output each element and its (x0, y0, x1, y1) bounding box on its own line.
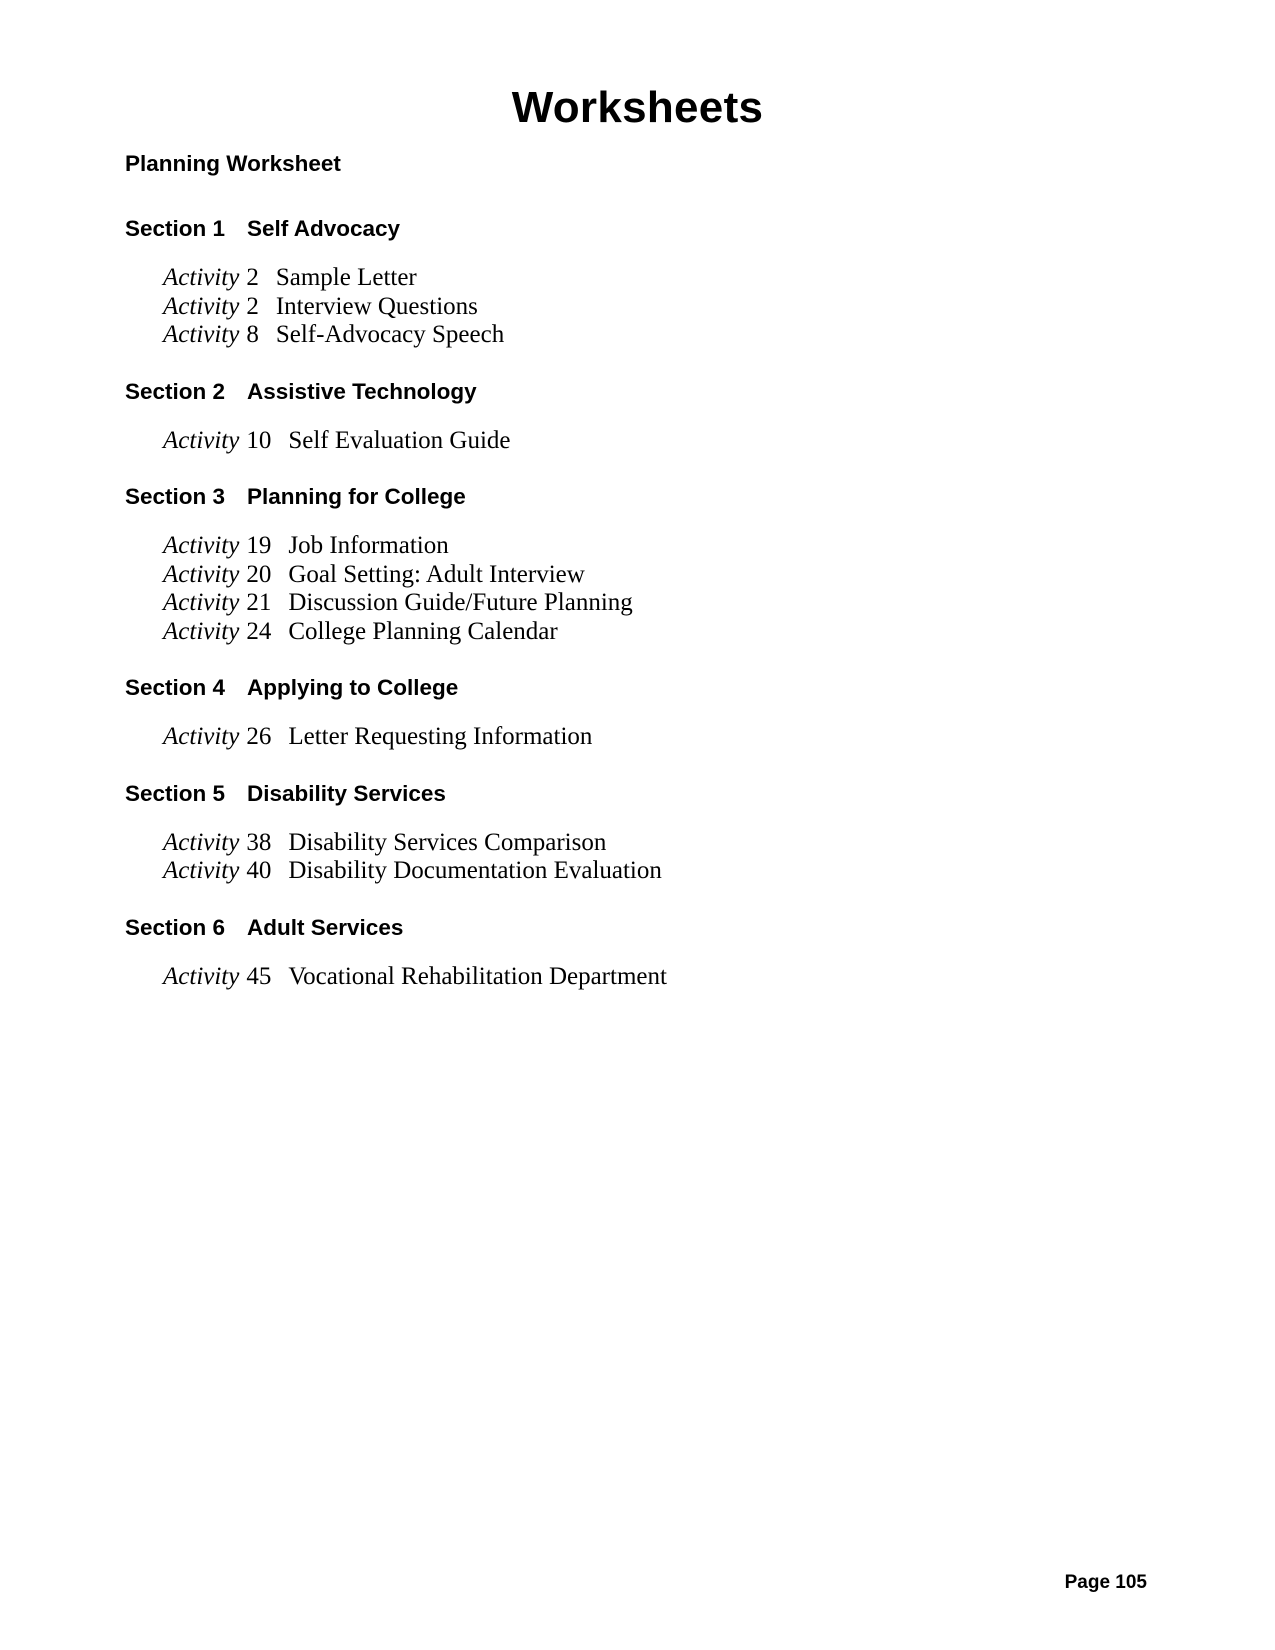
section-name: Adult Services (247, 914, 404, 940)
section-heading (125, 378, 1145, 405)
activity-title: Job Information (288, 532, 449, 559)
activity-title: Interview Questions (275, 292, 478, 320)
section-name: Self Advocacy (247, 216, 401, 241)
section-block (125, 378, 1145, 456)
activity-entry (163, 829, 1145, 858)
section-heading (125, 215, 1145, 242)
activity-number: 10 (246, 426, 272, 454)
activity-list (125, 723, 1145, 752)
activity-number: 20 (246, 560, 272, 588)
activity-title: Self-Advocacy Speech (275, 321, 505, 348)
activity-entry (163, 857, 1145, 886)
activity-word: Activity (163, 617, 240, 645)
section-block (125, 483, 1145, 646)
activity-number: 45 (246, 962, 272, 990)
activity-number: 24 (246, 617, 272, 645)
activity-title: Goal Setting: Adult Interview (288, 560, 585, 588)
activity-number: 21 (246, 589, 272, 616)
page-footer: Page 105 (1064, 1572, 1147, 1594)
activity-list (125, 532, 1145, 646)
activity-entry (163, 618, 1145, 647)
section-label: Section 2 (125, 378, 226, 404)
activity-entry (163, 293, 1145, 322)
activity-title: Letter Requesting Information (288, 723, 593, 750)
activity-title: Self Evaluation Guide (288, 426, 511, 454)
activity-entry (163, 264, 1145, 293)
activity-number: 19 (246, 532, 272, 559)
activity-word: Activity (163, 857, 240, 884)
activity-title: Disability Services Comparison (288, 828, 607, 856)
activity-title: College Planning Calendar (288, 617, 558, 645)
activity-word: Activity (163, 962, 240, 990)
section-label: Section 3 (125, 484, 226, 509)
activity-word: Activity (163, 589, 240, 616)
activity-number: 2 (246, 264, 259, 291)
activity-entry (163, 427, 1145, 456)
section-name: Assistive Technology (247, 378, 477, 404)
activity-entry (163, 963, 1145, 992)
section-heading (125, 914, 1145, 941)
section-heading (125, 483, 1145, 510)
section-block (125, 674, 1145, 752)
section-label: Section 4 (125, 675, 226, 700)
section-label: Section 6 (125, 914, 226, 940)
activity-list (125, 264, 1145, 350)
activity-word: Activity (163, 723, 240, 750)
activity-list (125, 829, 1145, 886)
activity-number: 8 (246, 321, 259, 348)
activity-word: Activity (163, 532, 240, 559)
activity-list (125, 963, 1145, 992)
activity-title: Vocational Rehabilitation Department (288, 962, 667, 990)
activity-number: 38 (246, 828, 272, 856)
document-subtitle: Planning Worksheet (125, 151, 341, 176)
sections-container (125, 215, 1145, 991)
page-title: Worksheets (511, 83, 764, 133)
activity-entry (163, 321, 1145, 350)
section-label: Section 1 (125, 216, 226, 241)
activity-number: 40 (246, 857, 272, 884)
activity-number: 2 (246, 292, 259, 320)
section-heading (125, 780, 1145, 807)
activity-number: 26 (246, 723, 272, 750)
activity-title: Discussion Guide/Future Planning (288, 589, 633, 616)
section-block (125, 780, 1145, 886)
section-block (125, 914, 1145, 992)
activity-entry (163, 589, 1145, 618)
activity-word: Activity (163, 560, 240, 588)
section-name: Disability Services (247, 780, 446, 806)
activity-word: Activity (163, 321, 240, 348)
page-content (125, 150, 1145, 1019)
section-label: Section 5 (125, 780, 226, 806)
section-heading (125, 674, 1145, 701)
activity-word: Activity (163, 292, 240, 320)
section-name: Applying to College (247, 675, 459, 700)
activity-title: Disability Documentation Evaluation (288, 857, 662, 884)
activity-title: Sample Letter (275, 264, 417, 291)
activity-word: Activity (163, 828, 240, 856)
activity-word: Activity (163, 426, 240, 454)
section-block (125, 215, 1145, 350)
activity-entry (163, 532, 1145, 561)
activity-list (125, 427, 1145, 456)
activity-entry (163, 561, 1145, 590)
section-name: Planning for College (247, 484, 466, 509)
activity-entry (163, 723, 1145, 752)
activity-word: Activity (163, 264, 240, 291)
